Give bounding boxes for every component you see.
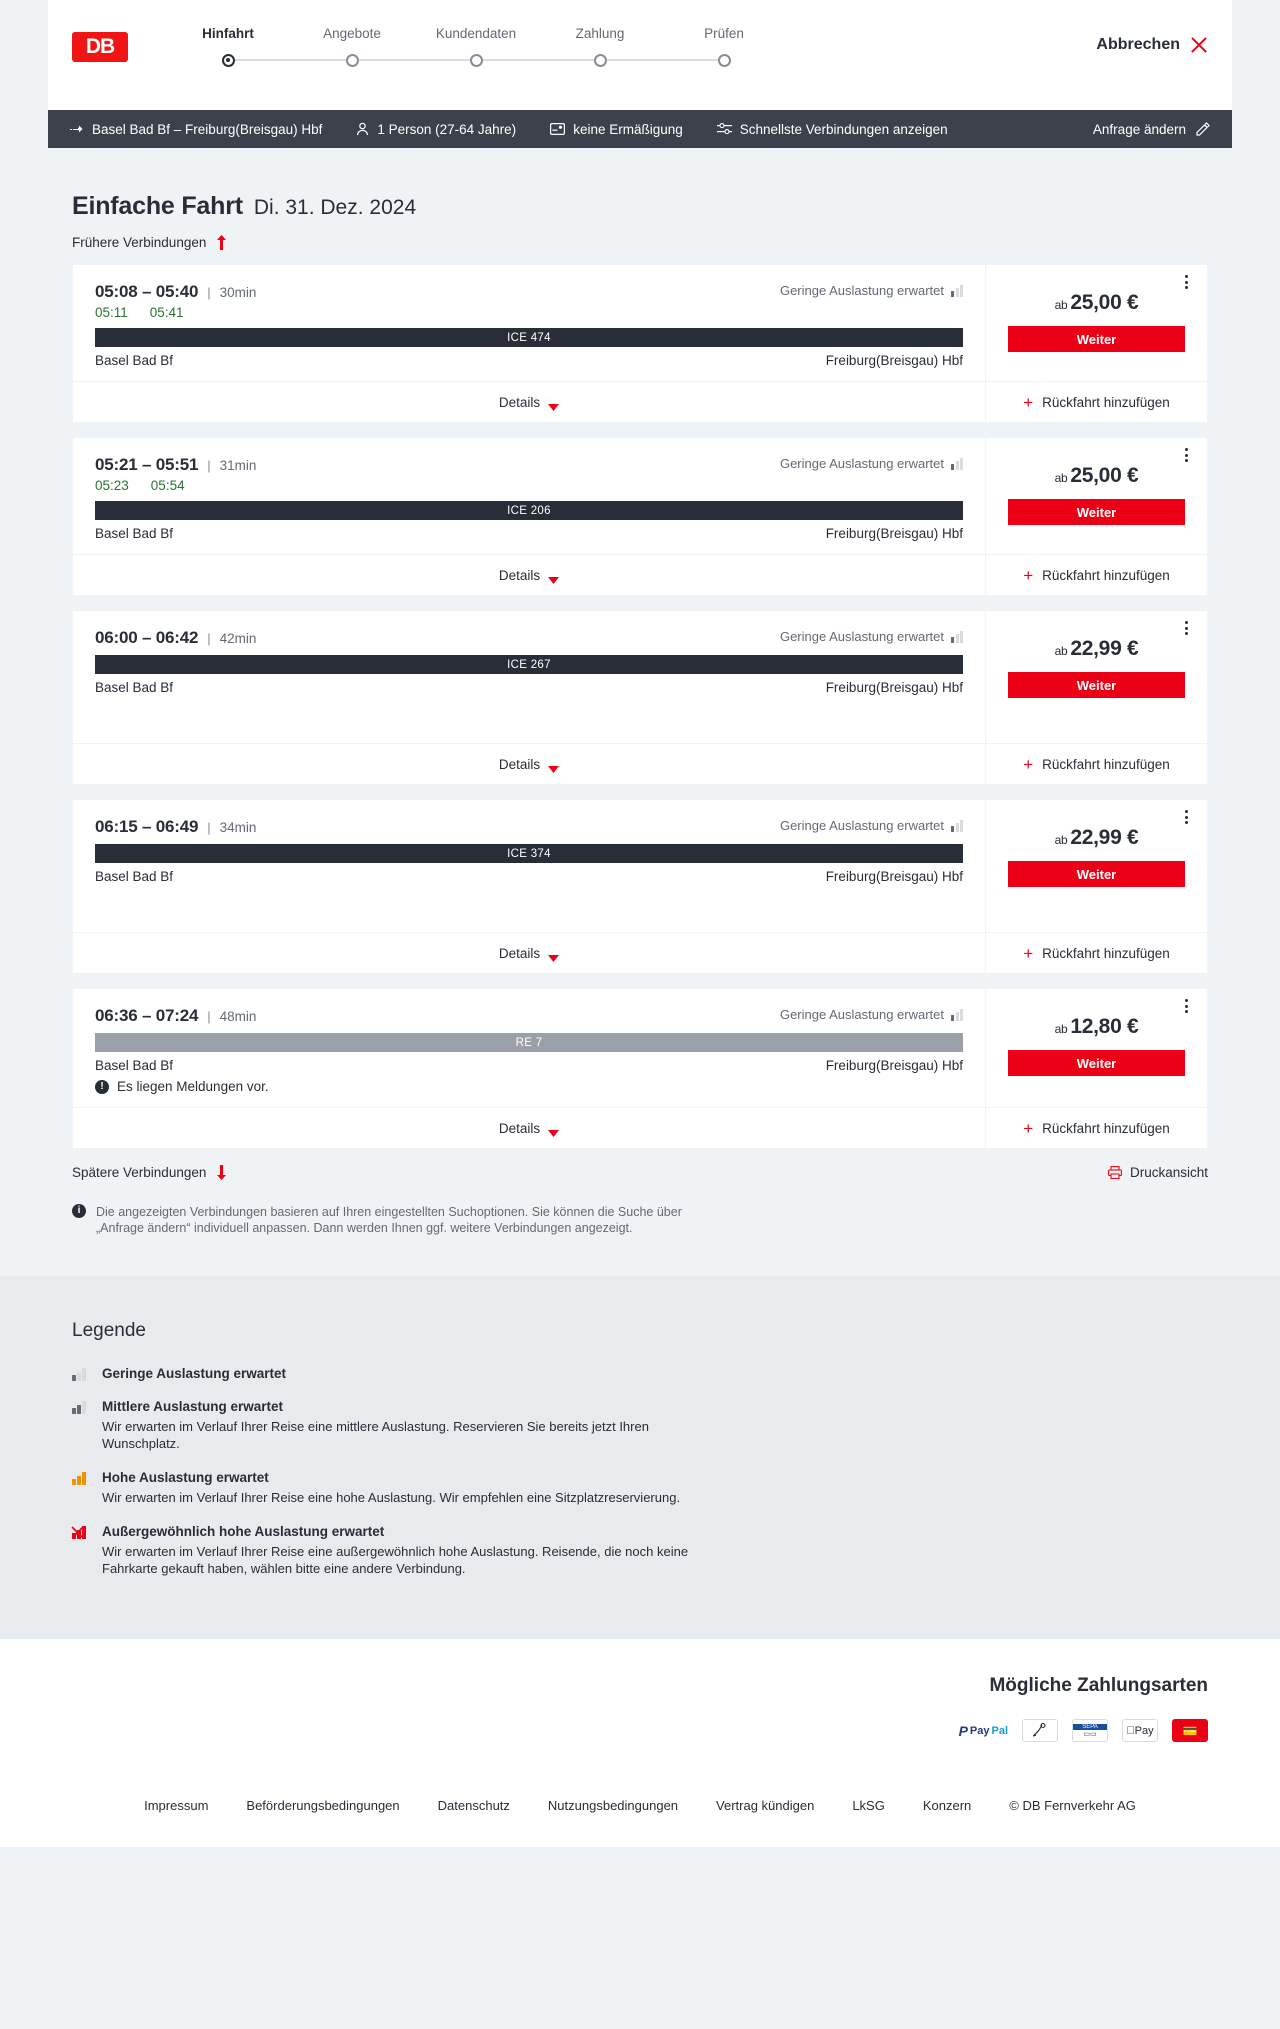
- earlier-connections-label: Frühere Verbindungen: [72, 235, 207, 250]
- details-toggle[interactable]: [73, 554, 985, 595]
- occupancy-bars-icon: [951, 285, 963, 297]
- more-options-button[interactable]: [1177, 273, 1195, 291]
- realtime-times: [95, 305, 963, 322]
- occupancy-indicator: [780, 629, 963, 644]
- price-prefix: ab: [1054, 833, 1068, 847]
- details-label: Details: [498, 756, 541, 772]
- summary-passengers[interactable]: [356, 122, 516, 137]
- connection-times: 06:00 – 06:42: [95, 628, 199, 647]
- add-return-trip-button[interactable]: [986, 1107, 1207, 1148]
- add-return-label: Rückfahrt hinzufügen: [1042, 394, 1170, 410]
- details-label: Details: [498, 945, 541, 961]
- details-label: Details: [498, 394, 541, 410]
- origin-station: Basel Bad Bf: [95, 353, 174, 368]
- route-arrow-icon: [70, 124, 84, 134]
- destination-station: Freiburg(Breisgau) Hbf: [825, 353, 963, 368]
- origin-station: Basel Bad Bf: [95, 680, 174, 695]
- summary-discount[interactable]: [550, 122, 683, 137]
- connection-card[interactable]: [72, 264, 1208, 423]
- connection-details: [73, 800, 985, 973]
- price-prefix: ab: [1054, 298, 1068, 312]
- details-label: Details: [498, 567, 541, 583]
- connection-card[interactable]: [72, 437, 1208, 596]
- continue-button[interactable]: Weiter: [1008, 861, 1185, 887]
- train-bar: ICE 374: [95, 844, 963, 863]
- realtime-times: [95, 478, 963, 495]
- origin-station: Basel Bad Bf: [95, 1058, 174, 1073]
- station-row: [95, 526, 963, 541]
- details-label: Details: [498, 1120, 541, 1136]
- origin-station: Basel Bad Bf: [95, 869, 174, 884]
- connection-details: [73, 611, 985, 784]
- summary-discount-text: keine Ermäßigung: [573, 121, 683, 137]
- plus-icon: +: [1023, 943, 1034, 963]
- station-row: [95, 353, 963, 368]
- occupancy-label: Geringe Auslastung erwartet: [779, 629, 944, 644]
- later-connections-label: Spätere Verbindungen: [72, 1165, 207, 1180]
- occupancy-high-icon: [72, 1470, 88, 1506]
- booking-header: [48, 0, 1232, 110]
- step-dot-icon: [594, 54, 607, 67]
- continue-button[interactable]: Weiter: [1008, 499, 1185, 525]
- add-return-label: Rückfahrt hinzufügen: [1042, 567, 1170, 583]
- connection-duration: 31min: [219, 457, 257, 473]
- price-value: 25,00 €: [1070, 291, 1139, 314]
- destination-station: Freiburg(Breisgau) Hbf: [825, 680, 963, 695]
- footer-link-impressum[interactable]: Impressum: [144, 1798, 209, 1813]
- applepay-icon: Pay: [1122, 1719, 1158, 1742]
- step-zahlung[interactable]: [538, 26, 662, 67]
- step-hinfahrt[interactable]: [166, 26, 290, 67]
- search-summary-bar: [48, 110, 1232, 148]
- more-options-button[interactable]: [1177, 997, 1195, 1015]
- origin-station: Basel Bad Bf: [95, 526, 174, 541]
- connection-times: 05:08 – 05:40: [95, 282, 199, 301]
- plus-icon: +: [1023, 1118, 1034, 1138]
- legend-item-high: [72, 1470, 1208, 1506]
- price-value: 12,80 €: [1070, 1015, 1139, 1038]
- destination-station: Freiburg(Breisgau) Hbf: [825, 869, 963, 884]
- close-icon: [1190, 36, 1208, 54]
- price-prefix: ab: [1054, 471, 1068, 485]
- occupancy-medium-icon: [72, 1399, 88, 1452]
- legend-item-title: Hohe Auslastung erwartet: [102, 1470, 269, 1485]
- connection-details: [73, 989, 985, 1148]
- legend-item-desc: Wir erwarten im Verlauf Ihrer Reise eine hohe Auslastung. Wir empfehlen eine Sitzplatzreservierung.: [102, 1490, 681, 1505]
- paypal-icon: P Pay Pal: [946, 1719, 1008, 1742]
- chevron-down-icon: [548, 572, 559, 579]
- connection-offer: [985, 800, 1207, 973]
- change-request-button[interactable]: [1093, 122, 1210, 137]
- printer-icon: [1108, 1166, 1122, 1179]
- divider: |: [207, 1008, 211, 1024]
- connection-message-text: Es liegen Meldungen vor.: [117, 1079, 269, 1094]
- trip-date: Di. 31. Dez. 2024: [253, 196, 417, 219]
- step-label: Kundendaten: [435, 26, 517, 41]
- more-options-button[interactable]: [1177, 446, 1195, 464]
- realtime-departure: 05:11: [95, 305, 128, 320]
- realtime-arrival: 05:54: [150, 478, 185, 493]
- divider: |: [207, 630, 211, 646]
- footer-link-vertrag-kuendigen[interactable]: Vertrag kündigen: [716, 1798, 815, 1813]
- legend-item-low: [72, 1366, 1208, 1381]
- divider: |: [207, 284, 211, 300]
- legend-item-desc: Wir erwarten im Verlauf Ihrer Reise eine außergewöhnlich hohe Auslastung. Reisende, die noch keine Fahrkarte gekauft haben, wählen bitte eine andere Verbindung.: [102, 1544, 689, 1576]
- occupancy-label: Geringe Auslastung erwartet: [779, 456, 944, 471]
- add-return-trip-button[interactable]: [986, 381, 1207, 422]
- giropay-icon: [1022, 1719, 1058, 1742]
- realtime-departure: 05:23: [95, 478, 129, 493]
- add-return-trip-button[interactable]: [986, 554, 1207, 595]
- payment-icons: [48, 1719, 1208, 1742]
- arrow-down-icon: [215, 1165, 228, 1180]
- price-value: 22,99 €: [1070, 637, 1139, 660]
- train-bar: ICE 267: [95, 655, 963, 674]
- connection-duration: 42min: [219, 630, 257, 646]
- price: [1008, 464, 1185, 488]
- connection-details: [73, 438, 985, 595]
- more-options-button[interactable]: [1177, 619, 1195, 637]
- step-kundendaten[interactable]: [414, 26, 538, 67]
- continue-button[interactable]: Weiter: [1008, 326, 1185, 352]
- price: [1008, 637, 1185, 661]
- add-return-label: Rückfahrt hinzufügen: [1042, 945, 1170, 961]
- add-return-label: Rückfahrt hinzufügen: [1042, 756, 1170, 772]
- connection-duration: 30min: [219, 284, 257, 300]
- connection-details: [73, 265, 985, 422]
- trip-type-title: Einfache Fahrt: [72, 192, 243, 220]
- db-logo: DB: [72, 32, 128, 62]
- connection-offer: [985, 989, 1207, 1148]
- connection-times: 06:36 – 07:24: [95, 1006, 199, 1025]
- price-prefix: ab: [1054, 644, 1068, 658]
- summary-route-text: Basel Bad Bf – Freiburg(Breisgau) Hbf: [92, 121, 323, 137]
- station-row: [95, 680, 963, 695]
- destination-station: Freiburg(Breisgau) Hbf: [825, 526, 963, 541]
- price: [1008, 826, 1185, 850]
- occupancy-bars-icon: [951, 631, 963, 643]
- footer: [0, 1772, 1280, 1847]
- occupancy-indicator: [780, 283, 963, 298]
- summary-sorting[interactable]: [717, 122, 948, 137]
- footer-copyright: © DB Fernverkehr AG: [1009, 1798, 1136, 1813]
- connection-times: 05:21 – 05:51: [95, 455, 199, 474]
- search-hint: [72, 1204, 712, 1236]
- continue-button[interactable]: Weiter: [1008, 672, 1185, 698]
- cancel-button[interactable]: [1096, 36, 1208, 54]
- plus-icon: +: [1023, 754, 1034, 774]
- connection-offer: [985, 265, 1207, 422]
- connections-list: [48, 264, 1232, 1149]
- results-main: [48, 148, 1232, 1276]
- occupancy-low-icon: [72, 1366, 88, 1381]
- occupancy-label: Geringe Auslastung erwartet: [779, 818, 944, 833]
- destination-station: Freiburg(Breisgau) Hbf: [825, 1058, 963, 1073]
- add-return-label: Rückfahrt hinzufügen: [1042, 1120, 1170, 1136]
- station-row: [95, 869, 963, 884]
- legend-item-title: Geringe Auslastung erwartet: [102, 1366, 287, 1381]
- footer-link-konzern[interactable]: Konzern: [922, 1798, 972, 1813]
- chevron-down-icon: [548, 1125, 559, 1132]
- details-toggle[interactable]: [73, 381, 985, 422]
- step-label: Hinfahrt: [202, 26, 254, 41]
- connection-duration: 34min: [219, 819, 257, 835]
- occupancy-indicator: [780, 456, 963, 471]
- legend-item-title: Mittlere Auslastung erwartet: [102, 1399, 284, 1414]
- occupancy-indicator: [780, 1007, 963, 1022]
- later-connections-button[interactable]: [72, 1165, 228, 1180]
- divider: |: [207, 457, 211, 473]
- plus-icon: +: [1023, 565, 1034, 585]
- legend-item-exceptional: [72, 1524, 1208, 1577]
- add-return-trip-button[interactable]: [986, 743, 1207, 784]
- occupancy-bars-icon: [951, 820, 963, 832]
- add-return-trip-button[interactable]: [986, 932, 1207, 973]
- occupancy-label: Geringe Auslastung erwartet: [779, 283, 944, 298]
- price-value: 22,99 €: [1070, 826, 1139, 849]
- step-angebote[interactable]: [290, 26, 414, 67]
- occupancy-label: Geringe Auslastung erwartet: [779, 1007, 944, 1022]
- price: [1008, 291, 1185, 315]
- change-request-label: Anfrage ändern: [1092, 121, 1186, 137]
- details-toggle[interactable]: [73, 932, 985, 973]
- connection-card[interactable]: [72, 988, 1208, 1149]
- db-pay-icon: 💳: [1172, 1719, 1208, 1742]
- step-label: Angebote: [323, 26, 381, 41]
- legend-item-medium: [72, 1399, 1208, 1452]
- step-dot-icon: [470, 54, 483, 67]
- summary-sorting-text: Schnellste Verbindungen anzeigen: [739, 121, 948, 137]
- booking-stepper: [166, 26, 786, 67]
- step-label: Prüfen: [704, 26, 744, 41]
- summary-route[interactable]: [70, 122, 322, 137]
- connection-card[interactable]: [72, 610, 1208, 785]
- arrow-up-icon: [215, 235, 228, 250]
- plus-icon: +: [1023, 392, 1034, 412]
- results-footer-controls: [48, 1165, 1232, 1180]
- chevron-down-icon: [548, 399, 559, 406]
- realtime-arrival: 05:41: [149, 305, 184, 320]
- price: [1008, 1015, 1185, 1039]
- connection-times: 06:15 – 06:49: [95, 817, 199, 836]
- search-hint-text: Die angezeigten Verbindungen basieren auf Ihren eingestellten Suchoptionen. Sie können die Suche über „Anfrage ändern“ individuell anpassen. Dann werden Ihnen ggf. weitere Verbindungen angezeigt.: [96, 1205, 682, 1235]
- pencil-icon: [1196, 122, 1210, 136]
- filter-sliders-icon: [717, 123, 732, 135]
- payment-methods-section: [0, 1639, 1280, 1772]
- payment-methods-title: Mögliche Zahlungsarten: [989, 1675, 1208, 1696]
- details-toggle[interactable]: [73, 1107, 985, 1148]
- step-dot-icon: [346, 54, 359, 67]
- legend-title: Legende: [72, 1320, 146, 1341]
- divider: |: [207, 819, 211, 835]
- footer-link-nutzungsbedingungen[interactable]: Nutzungsbedingungen: [547, 1798, 679, 1813]
- step-dot-icon: [222, 54, 235, 67]
- legend-section: [0, 1276, 1280, 1639]
- train-bar: RE 7: [95, 1033, 963, 1052]
- print-view-label: Druckansicht: [1129, 1165, 1208, 1180]
- earlier-connections-button[interactable]: [48, 235, 1232, 250]
- train-bar: ICE 474: [95, 328, 963, 347]
- footer-link-datenschutz[interactable]: Datenschutz: [437, 1798, 510, 1813]
- connection-message[interactable]: [95, 1079, 963, 1094]
- cancel-label: Abbrechen: [1096, 36, 1180, 53]
- occupancy-exceptional-icon: [72, 1524, 88, 1577]
- summary-passengers-text: 1 Person (27-64 Jahre): [377, 121, 517, 137]
- occupancy-indicator: [780, 818, 963, 833]
- connection-offer: [985, 438, 1207, 595]
- card-icon: [550, 123, 565, 135]
- more-options-button[interactable]: [1177, 808, 1195, 826]
- chevron-down-icon: [548, 950, 559, 957]
- connection-duration: 48min: [219, 1008, 257, 1024]
- train-bar: ICE 206: [95, 501, 963, 520]
- sepa-icon: SEPA ▭▭: [1072, 1719, 1108, 1742]
- footer-link-befoerderungsbedingungen[interactable]: Beförderungsbedingungen: [246, 1798, 400, 1813]
- legend-item-title: Außergewöhnlich hohe Auslastung erwartet: [102, 1524, 385, 1539]
- print-view-button[interactable]: [1108, 1165, 1208, 1180]
- info-icon: i: [72, 1204, 86, 1218]
- step-pruefen[interactable]: [662, 26, 786, 67]
- station-row: [95, 1058, 963, 1073]
- step-label: Zahlung: [575, 26, 625, 41]
- price-value: 25,00 €: [1070, 464, 1139, 487]
- chevron-down-icon: [548, 761, 559, 768]
- footer-link-lksg[interactable]: LkSG: [852, 1798, 885, 1813]
- person-icon: [356, 122, 369, 136]
- price-prefix: ab: [1054, 1022, 1068, 1036]
- occupancy-bars-icon: [951, 458, 963, 470]
- connection-offer: [985, 611, 1207, 784]
- page-title: [48, 148, 1232, 221]
- legend-item-desc: Wir erwarten im Verlauf Ihrer Reise eine mittlere Auslastung. Reservieren Sie bereits jetzt Ihren Wunschplatz.: [102, 1419, 649, 1451]
- occupancy-bars-icon: [951, 1009, 963, 1021]
- info-icon: !: [95, 1080, 109, 1094]
- continue-button[interactable]: Weiter: [1008, 1050, 1185, 1076]
- connection-card[interactable]: [72, 799, 1208, 974]
- step-dot-icon: [718, 54, 731, 67]
- details-toggle[interactable]: [73, 743, 985, 784]
